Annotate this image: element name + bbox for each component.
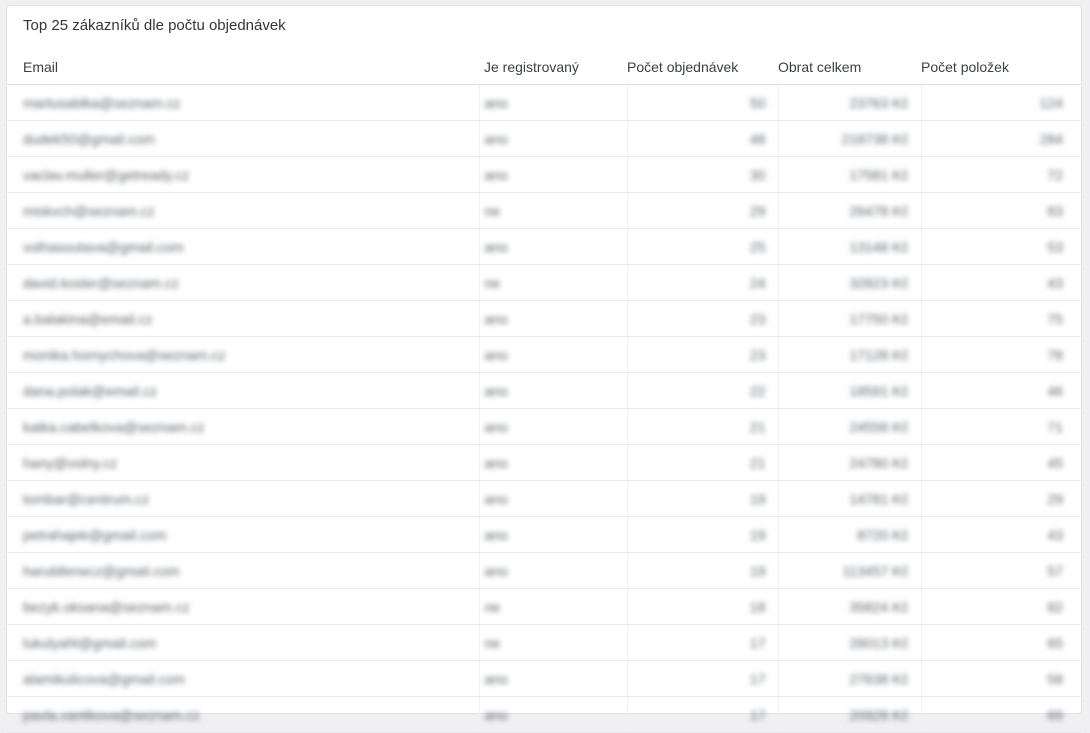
customer-revenue-cell: 35824 Kč — [778, 589, 921, 625]
customer-row — [7, 121, 1081, 157]
customer-items-cell: 83 — [921, 193, 1081, 229]
customer-email-cell: vaclav.muller@getready.cz — [7, 157, 479, 193]
customer-revenue-cell: 27638 Kč — [778, 661, 921, 697]
column-header-revenue: Obrat celkem — [778, 36, 921, 85]
customer-orders-cell: 30 — [627, 157, 778, 193]
customer-registered-cell: ano — [479, 553, 627, 589]
customer-registered-cell: ano — [479, 85, 627, 121]
customer-email-cell: harubllerwcz@gmail.com — [7, 553, 479, 589]
customer-row — [7, 697, 1081, 733]
customer-email-cell: bezyk.oksana@seznam.cz — [7, 589, 479, 625]
customer-items-cell: 78 — [921, 337, 1081, 373]
customer-email-cell: alamikulicova@gmail.com — [7, 661, 479, 697]
customer-registered-cell: ano — [479, 229, 627, 265]
customer-items-cell: 53 — [921, 229, 1081, 265]
column-header-registered: Je registrovaný — [479, 36, 627, 85]
column-header-orders: Počet objednávek — [627, 36, 778, 85]
customer-registered-cell: ano — [479, 697, 627, 733]
customer-revenue-cell: 218738 Kč — [778, 121, 921, 157]
customer-revenue-cell: 8720 Kč — [778, 517, 921, 553]
customer-orders-cell: 17 — [627, 697, 778, 733]
customer-registered-cell: ano — [479, 301, 627, 337]
customer-revenue-cell: 23763 Kč — [778, 85, 921, 121]
customer-revenue-cell: 17750 Kč — [778, 301, 921, 337]
customer-row — [7, 373, 1081, 409]
customer-revenue-cell: 113457 Kč — [778, 553, 921, 589]
column-header-email: Email — [7, 36, 479, 85]
customer-registered-cell: ano — [479, 481, 627, 517]
customer-items-cell: 43 — [921, 517, 1081, 553]
customer-items-cell: 43 — [921, 265, 1081, 301]
customer-orders-cell: 29 — [627, 193, 778, 229]
customer-email-cell: dudek50@gmail.com — [7, 121, 479, 157]
customer-registered-cell: ano — [479, 517, 627, 553]
customer-row — [7, 229, 1081, 265]
customer-revenue-cell: 24780 Kč — [778, 445, 921, 481]
customer-items-cell: 65 — [921, 625, 1081, 661]
customer-registered-cell: ano — [479, 409, 627, 445]
top-customers-card — [6, 5, 1082, 723]
customer-orders-cell: 19 — [627, 481, 778, 517]
customer-revenue-cell: 24558 Kč — [778, 409, 921, 445]
customer-items-cell: 58 — [921, 661, 1081, 697]
customer-registered-cell: ne — [479, 589, 627, 625]
customer-row — [7, 481, 1081, 517]
customer-items-cell: 75 — [921, 301, 1081, 337]
customer-row — [7, 661, 1081, 697]
customer-orders-cell: 18 — [627, 589, 778, 625]
customer-email-cell: a.balakina@email.cz — [7, 301, 479, 337]
customer-email-cell: volhasoutava@gmail.com — [7, 229, 479, 265]
top-customers-table — [7, 36, 1081, 733]
customer-items-cell: 284 — [921, 121, 1081, 157]
customer-orders-cell: 19 — [627, 553, 778, 589]
customer-revenue-cell: 18591 Kč — [778, 373, 921, 409]
customer-orders-cell: 50 — [627, 85, 778, 121]
card-title: Top 25 zákazníků dle počtu objednávek — [23, 17, 286, 34]
customer-row — [7, 625, 1081, 661]
customer-email-cell: katka.cabelkova@seznam.cz — [7, 409, 479, 445]
customer-row — [7, 553, 1081, 589]
customer-row — [7, 409, 1081, 445]
table-header — [7, 36, 1081, 85]
customer-row — [7, 589, 1081, 625]
customer-email-cell: dana.polak@email.cz — [7, 373, 479, 409]
customer-revenue-cell: 17581 Kč — [778, 157, 921, 193]
customer-orders-cell: 23 — [627, 301, 778, 337]
customer-items-cell: 45 — [921, 445, 1081, 481]
customer-revenue-cell: 13148 Kč — [778, 229, 921, 265]
customer-email-cell: david.kosler@seznam.cz — [7, 265, 479, 301]
customer-email-cell: pavla.vanlikova@seznam.cz — [7, 697, 479, 733]
customer-items-cell: 82 — [921, 589, 1081, 625]
customer-row — [7, 193, 1081, 229]
customer-revenue-cell: 28013 Kč — [778, 625, 921, 661]
column-header-items: Počet položek — [921, 36, 1081, 85]
customer-revenue-cell: 17128 Kč — [778, 337, 921, 373]
customer-items-cell: 124 — [921, 85, 1081, 121]
customer-row — [7, 517, 1081, 553]
customer-items-cell: 46 — [921, 373, 1081, 409]
customer-email-cell: martusablka@seznam.cz — [7, 85, 479, 121]
customer-email-cell: hany@volny.cz — [7, 445, 479, 481]
customer-registered-cell: ano — [479, 337, 627, 373]
customer-revenue-cell: 14781 Kč — [778, 481, 921, 517]
customer-items-cell: 72 — [921, 157, 1081, 193]
table-body — [7, 85, 1081, 733]
customer-orders-cell: 21 — [627, 445, 778, 481]
customer-row — [7, 337, 1081, 373]
customer-row — [7, 265, 1081, 301]
customer-orders-cell: 17 — [627, 661, 778, 697]
customer-items-cell: 29 — [921, 481, 1081, 517]
customer-revenue-cell: 26478 Kč — [778, 193, 921, 229]
customer-registered-cell: ne — [479, 625, 627, 661]
customer-registered-cell: ne — [479, 265, 627, 301]
customer-registered-cell: ano — [479, 661, 627, 697]
customer-email-cell: petrahajek@gmail.com — [7, 517, 479, 553]
customer-orders-cell: 21 — [627, 409, 778, 445]
customer-row — [7, 445, 1081, 481]
customer-items-cell: 69 — [921, 697, 1081, 733]
customer-orders-cell: 19 — [627, 517, 778, 553]
customer-row — [7, 301, 1081, 337]
customer-registered-cell: ano — [479, 373, 627, 409]
customer-orders-cell: 22 — [627, 373, 778, 409]
customer-orders-cell: 17 — [627, 625, 778, 661]
customer-email-cell: lukulyaf4@gmail.com — [7, 625, 479, 661]
customer-registered-cell: ne — [479, 193, 627, 229]
customer-registered-cell: ano — [479, 445, 627, 481]
customer-orders-cell: 48 — [627, 121, 778, 157]
customer-email-cell: monika.hornychova@seznam.cz — [7, 337, 479, 373]
customer-orders-cell: 23 — [627, 337, 778, 373]
customer-orders-cell: 24 — [627, 265, 778, 301]
customer-row — [7, 85, 1081, 121]
customer-orders-cell: 25 — [627, 229, 778, 265]
customer-row — [7, 157, 1081, 193]
customer-registered-cell: ano — [479, 121, 627, 157]
customer-revenue-cell: 20928 Kč — [778, 697, 921, 733]
customer-revenue-cell: 32823 Kč — [778, 265, 921, 301]
customer-items-cell: 57 — [921, 553, 1081, 589]
customer-items-cell: 71 — [921, 409, 1081, 445]
customer-email-cell: tombar@centrum.cz — [7, 481, 479, 517]
customer-email-cell: miskvch@seznam.cz — [7, 193, 479, 229]
customer-registered-cell: ano — [479, 157, 627, 193]
